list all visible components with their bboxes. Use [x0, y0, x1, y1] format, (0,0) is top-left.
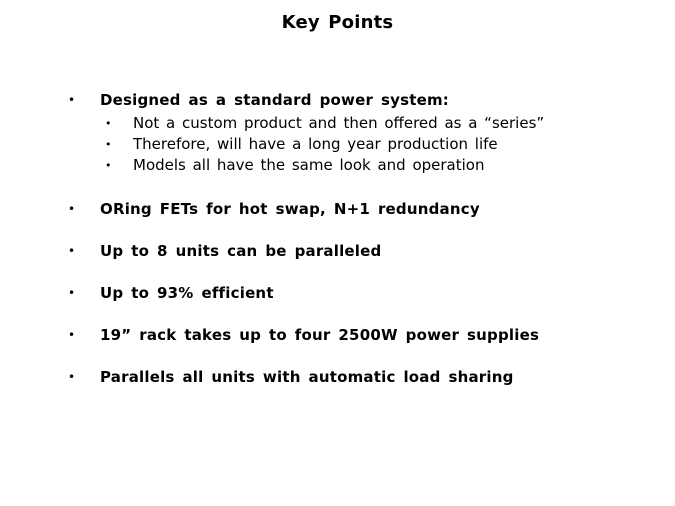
- bullet-item: [68, 92, 628, 109]
- bullet-icon: •: [68, 93, 76, 107]
- bullet-group: [68, 285, 628, 302]
- bullet-icon: •: [68, 202, 76, 216]
- bullet-item: [68, 369, 628, 386]
- sub-bullet-text: Models all have the same look and operation: [133, 156, 485, 174]
- bullet-group: [68, 369, 628, 386]
- bullet-text: ORing FETs for hot swap, N+1 redundancy: [100, 200, 480, 218]
- sub-bullet-text: Therefore, will have a long year production life: [133, 135, 498, 153]
- bullet-icon: •: [105, 117, 112, 130]
- bullet-icon: •: [105, 138, 112, 151]
- sub-bullet-list: [68, 113, 628, 176]
- sub-bullet-text: Not a custom product and then offered as a “series”: [133, 114, 545, 132]
- bullet-list: [68, 92, 628, 411]
- bullet-text: Parallels all units with automatic load sharing: [100, 368, 514, 386]
- bullet-group: [68, 201, 628, 218]
- bullet-text: Up to 93% efficient: [100, 284, 274, 302]
- bullet-icon: •: [68, 370, 76, 384]
- bullet-text: 19” rack takes up to four 2500W power supplies: [100, 326, 540, 344]
- bullet-group: [68, 92, 628, 176]
- bullet-item: [68, 327, 628, 344]
- bullet-icon: •: [68, 328, 76, 342]
- bullet-icon: •: [105, 159, 112, 172]
- page-title: Key Points: [281, 12, 394, 33]
- sub-bullet-item: [105, 134, 628, 155]
- sub-bullet-item: [105, 113, 628, 134]
- bullet-text: Designed as a standard power system:: [100, 91, 449, 109]
- bullet-group: [68, 243, 628, 260]
- bullet-item: [68, 201, 628, 218]
- bullet-item: [68, 285, 628, 302]
- bullet-group: [68, 327, 628, 344]
- bullet-icon: •: [68, 286, 76, 300]
- bullet-text: Up to 8 units can be paralleled: [100, 242, 382, 260]
- bullet-icon: •: [68, 244, 76, 258]
- sub-bullet-item: [105, 155, 628, 176]
- bullet-item: [68, 243, 628, 260]
